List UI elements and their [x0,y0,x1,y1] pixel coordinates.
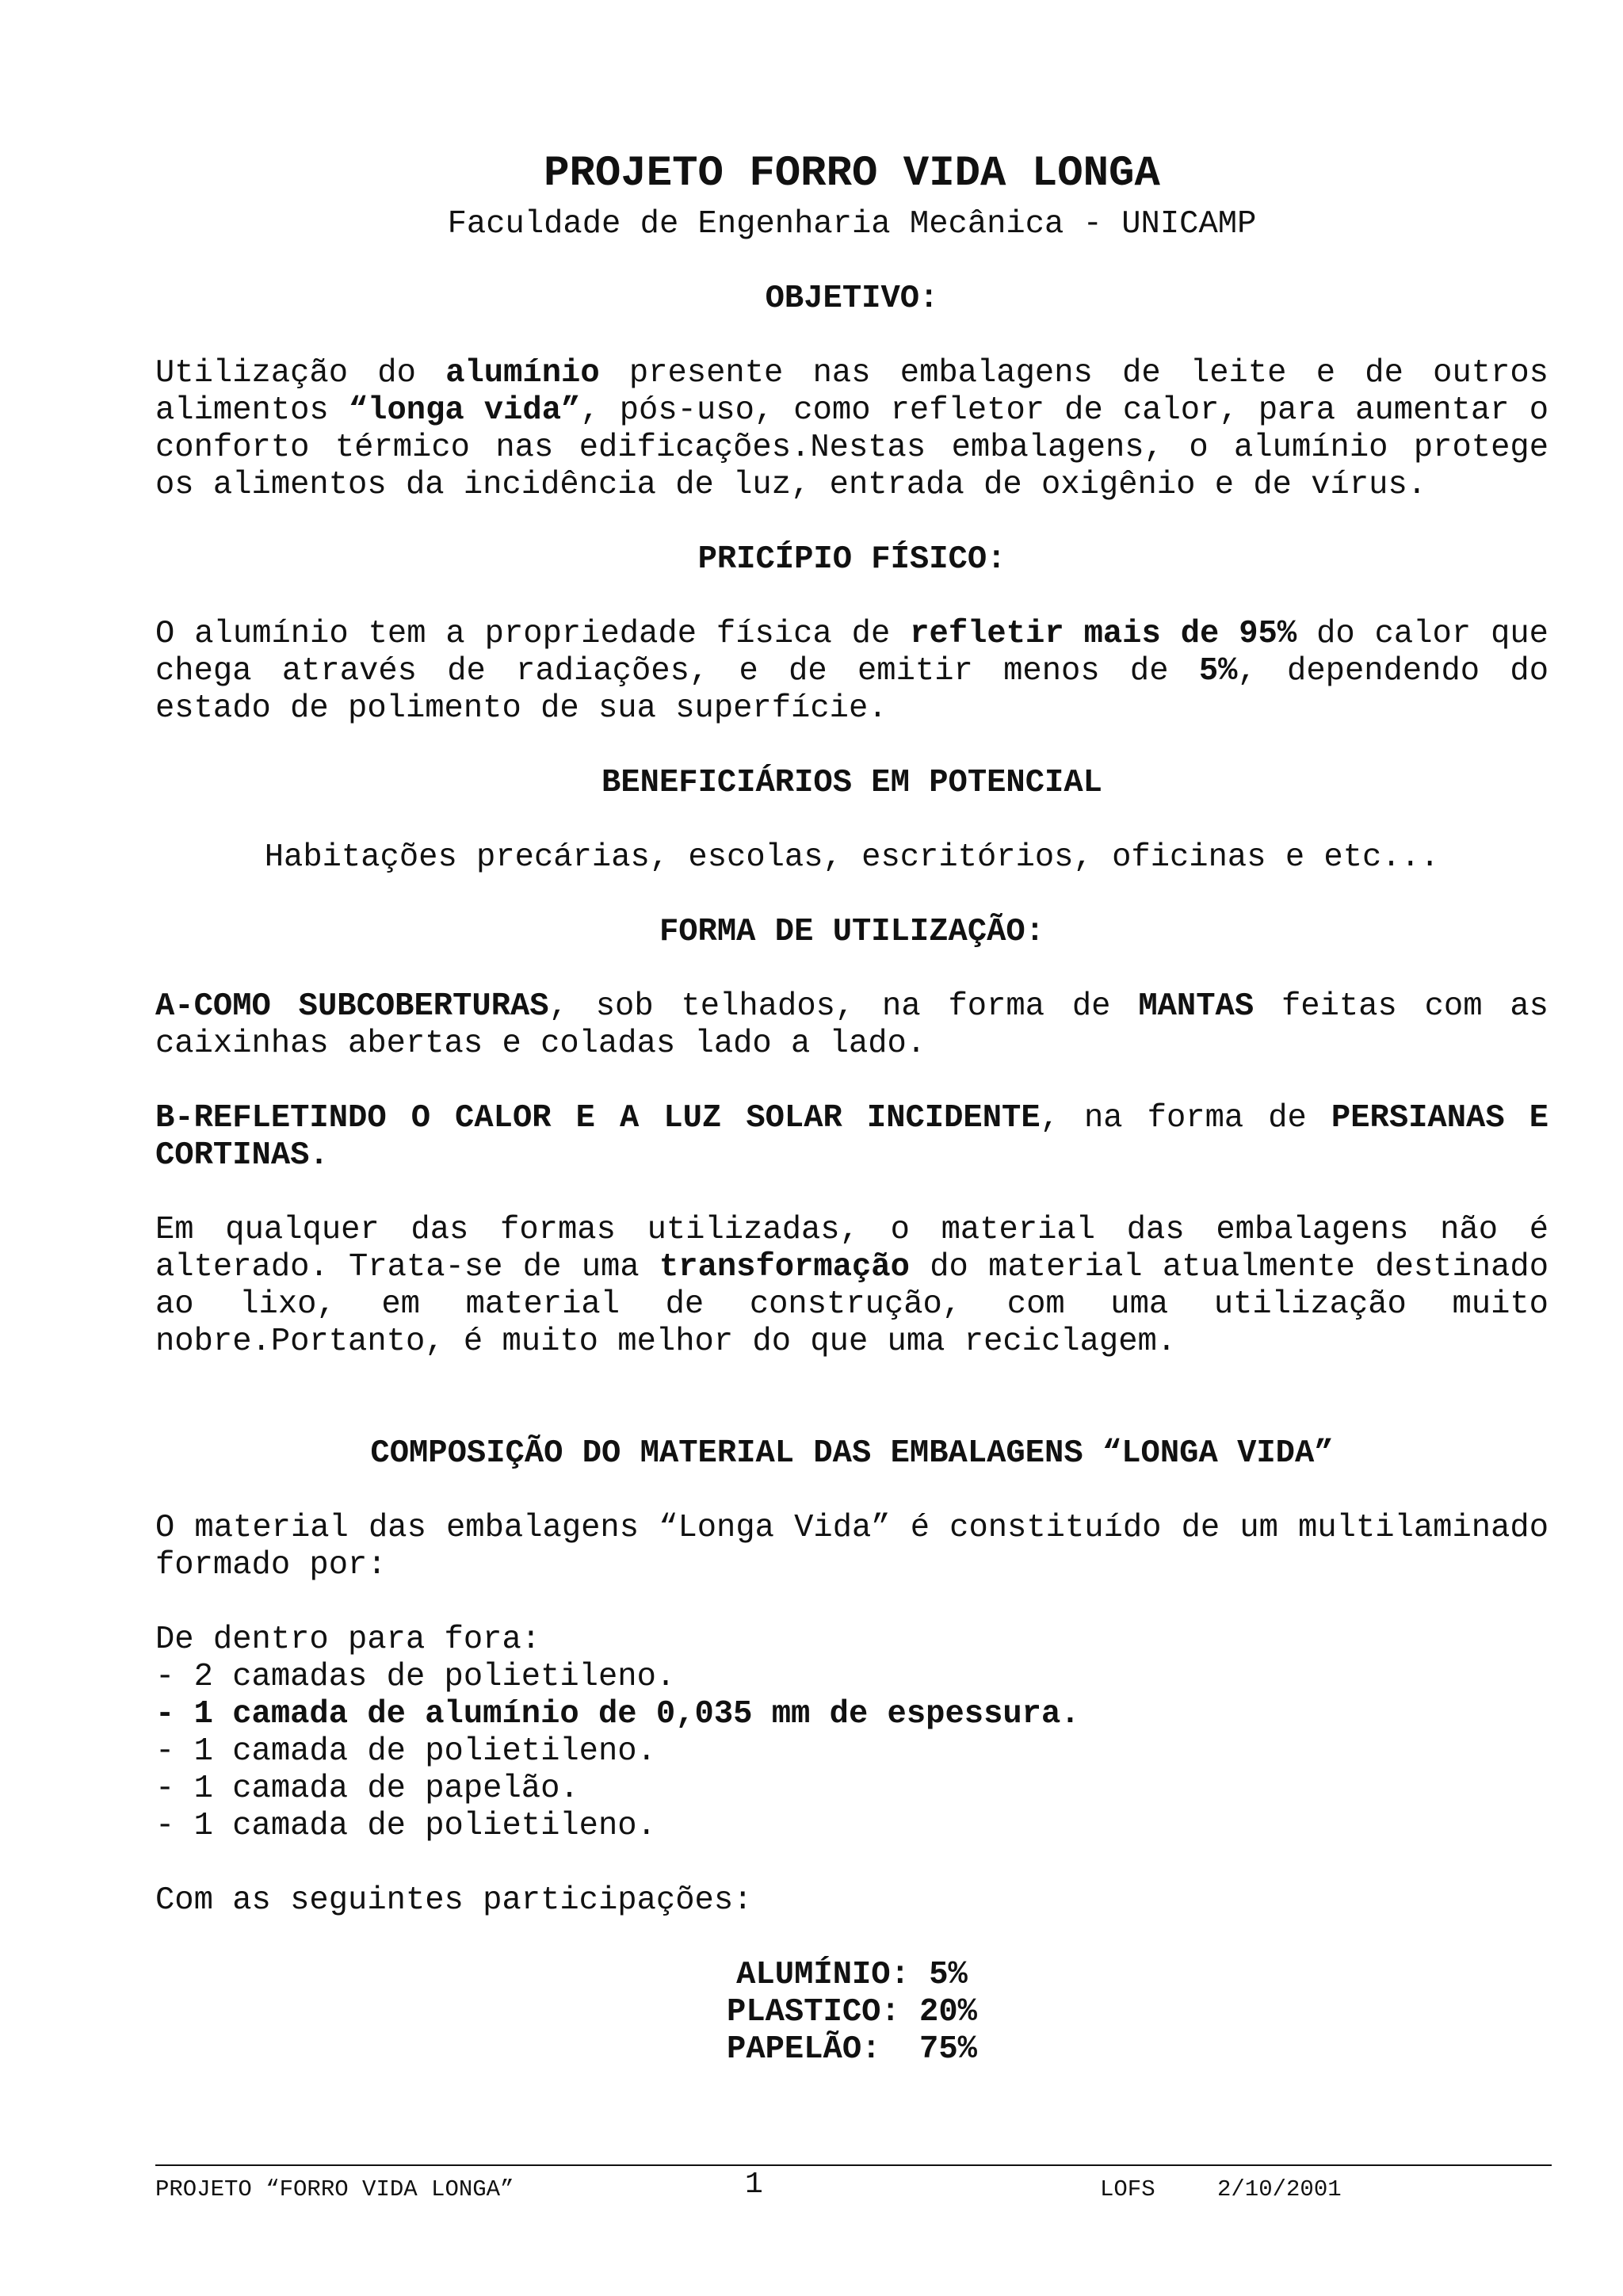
text-run: , sob telhados, na forma de [548,988,1139,1025]
page-footer [155,2164,1552,2202]
beneficiaries-text: Habitações precárias, escolas, escritórios, oficinas e etc... [264,839,1440,876]
participation-plastico: PLASTICO: 20% [727,1994,977,2030]
bold-run: refletir mais de 95% [910,616,1297,652]
participation-papelao: PAPELÃO: 75% [727,2031,977,2068]
usage-option-a [155,988,1549,1063]
text-run: , dependendo do estado de polimento de sua superfície. [155,653,1549,727]
participations-intro: Com as seguintes participações: [155,1882,753,1919]
bold-run: “longa vida” [348,392,581,429]
usage-option-b [155,1100,1549,1175]
text-run: Em qualquer das formas utilizadas, o material das embalagens não é alterado. Trata-se de uma [155,1212,1549,1286]
bold-run: PERSIANAS E CORTINAS. [155,1100,1549,1174]
principle-paragraph [155,616,1549,728]
text-run: do material atualmente destinado ao lixo, em material de construção, com uma utilização muito nobre.Portanto, é muito melhor do que uma reciclagem. [155,1249,1549,1360]
layer-item [155,1696,1549,1733]
text-run: feitas com as caixinhas abertas e coladas lado a lado. [155,988,1549,1062]
footer-author: LOFS [1100,2176,1155,2202]
document-body [155,149,1549,2069]
usage-heading: FORMA DE UTILIZAÇÃO: [659,914,1045,950]
bold-run: B-REFLETINDO O CALOR E A LUZ SOLAR INCIDENTE [155,1100,1041,1137]
composition-intro: O material das embalagens “Longa Vida” é constituído de um multilaminado formado por: [155,1510,1549,1584]
document-subtitle: Faculdade de Engenharia Mecânica - UNICAMP [447,206,1257,243]
participation-aluminio: ALUMÍNIO: 5% [736,1957,968,1993]
principle-heading: PRICÍPIO FÍSICO: [697,541,1006,578]
text-run: , na forma de [1040,1100,1331,1137]
bold-run: A-COMO SUBCOBERTURAS [155,988,549,1025]
bold-run: 1 camada de alumínio de 0,035 mm de espessura. [193,1696,1080,1733]
text-run: Utilização do [155,355,446,392]
participations-list [155,1957,1549,2069]
layers-intro: De dentro para fora: [155,1622,541,1658]
text-run: O alumínio tem a propriedade física de [155,616,911,652]
layer-item: - 1 camada de polietileno. [155,1733,656,1770]
text-run: presente nas embalagens de leite e de outros alimentos [155,355,1549,429]
beneficiaries-heading: BENEFICIÁRIOS EM POTENCIAL [601,765,1102,801]
layer-item: - 1 camada de polietileno. [155,1808,656,1844]
objective-paragraph [155,355,1549,504]
composition-heading: COMPOSIÇÃO DO MATERIAL DAS EMBALAGENS “LONGA VIDA” [370,1435,1334,1472]
text-run: do calor que chega através de radiações, e de emitir menos de [155,616,1549,690]
layer-item: - 1 camada de papelão. [155,1771,579,1807]
layer-item: - 2 camadas de polietileno. [155,1659,676,1695]
bold-run: 5% [1198,653,1238,690]
footer-date: 2/10/2001 [1217,2176,1342,2202]
usage-paragraph [155,1212,1549,1361]
document-title: PROJETO FORRO VIDA LONGA [544,150,1160,198]
objective-heading: OBJETIVO: [765,281,939,317]
footer-project-name: PROJETO “FORRO VIDA LONGA” [155,2176,514,2202]
bold-run: MANTAS [1138,988,1254,1025]
bold-run: transformação [659,1249,910,1286]
bold-run: alumínio [445,355,600,392]
text-run: - [155,1696,194,1733]
footer-page-number: 1 [745,2168,763,2202]
text-run: , pós-uso, como refletor de calor, para aumentar o conforto térmico nas edificações.Nestas embalagens, o alumínio protege os alimentos da incidência de luz, entrada de oxigênio e de vírus. [155,392,1549,503]
